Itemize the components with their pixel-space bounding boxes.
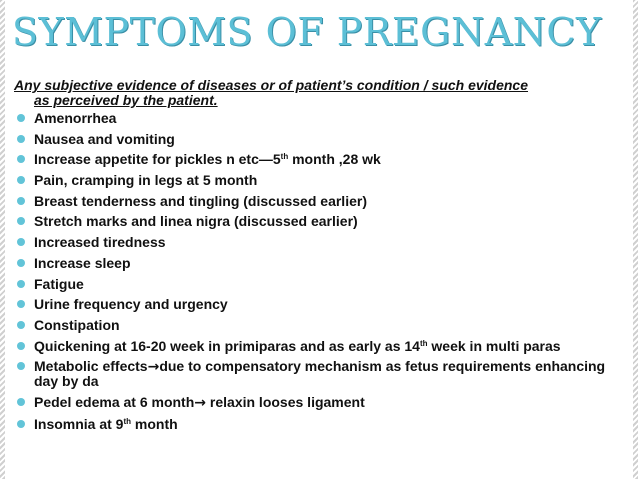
- bullet-icon: [17, 300, 25, 308]
- arrow-right-icon: →: [194, 394, 207, 411]
- list-item: [14, 359, 614, 388]
- bullet-icon: [17, 155, 25, 163]
- list-item: [14, 194, 614, 208]
- bullet-icon: [17, 217, 25, 225]
- item-text: Constipation: [34, 316, 120, 333]
- item-text: Urine frequency and urgency: [34, 296, 228, 313]
- list-item: [14, 297, 614, 311]
- decorative-border-left: [0, 0, 5, 479]
- list-item: [14, 152, 614, 166]
- item-text: Pain, cramping in legs at 5 month: [34, 172, 258, 189]
- item-text-tail: week in multi paras: [427, 337, 561, 354]
- item-text: Pedel edema at 6 month: [34, 393, 195, 410]
- list-item: [14, 111, 614, 125]
- bullet-icon: [17, 280, 25, 288]
- list-item: [14, 318, 614, 332]
- item-text: Amenorrhea: [34, 110, 117, 126]
- item-text: Increased tiredness: [34, 234, 166, 251]
- item-text-tail: month: [131, 415, 178, 432]
- slide-title: SYMPTOMS OF PREGNANCY: [12, 10, 602, 54]
- item-text: Fatigue: [34, 275, 84, 292]
- list-item: [14, 339, 614, 353]
- bullet-icon: [17, 238, 25, 246]
- item-text-tail: month ,28 wk: [288, 151, 381, 168]
- arrow-right-icon: →: [147, 359, 160, 376]
- bullet-icon: [17, 135, 25, 143]
- item-text-tail: relaxin looses ligament: [206, 393, 365, 410]
- bullet-icon: [17, 362, 25, 370]
- superscript: th: [123, 416, 132, 426]
- item-text: Insomnia at 9: [34, 415, 124, 432]
- item-text: Stretch marks and linea nigra (discussed earlier): [34, 213, 358, 230]
- bullet-icon: [17, 259, 25, 267]
- list-item: [14, 395, 614, 410]
- item-text: Increase sleep: [34, 254, 131, 271]
- bullet-icon: [17, 176, 25, 184]
- symptom-list: [14, 111, 614, 437]
- item-text: Increase appetite for pickles n etc—5: [34, 151, 281, 168]
- definition-line-1: Any subjective evidence of diseases or of patient’s condition / such evidence: [14, 77, 529, 93]
- item-text-tail: due to compensatory mechanism as fetus requirements enhancing day by da: [34, 358, 606, 390]
- decorative-border-right: [633, 0, 638, 479]
- bullet-icon: [17, 420, 25, 428]
- item-text: Nausea and vomiting: [34, 130, 175, 147]
- bullet-icon: [17, 321, 25, 329]
- list-item: [14, 173, 614, 187]
- superscript: th: [419, 338, 428, 348]
- list-item: [14, 256, 614, 270]
- list-item: [14, 132, 614, 146]
- superscript: th: [280, 152, 289, 162]
- definition-text: [14, 78, 614, 108]
- list-item: [14, 214, 614, 228]
- definition-line-2: as perceived by the patient.: [34, 92, 218, 108]
- item-text: Breast tenderness and tingling (discussed earlier): [34, 192, 367, 209]
- item-text: Quickening at 16-20 week in primiparas and as early as 14: [34, 337, 420, 354]
- bullet-icon: [17, 398, 25, 406]
- list-item: [14, 277, 614, 291]
- bullet-icon: [17, 114, 25, 122]
- list-item: [14, 417, 614, 431]
- list-item: [14, 235, 614, 249]
- bullet-icon: [17, 197, 25, 205]
- item-text: Metabolic effects: [34, 358, 148, 375]
- bullet-icon: [17, 342, 25, 350]
